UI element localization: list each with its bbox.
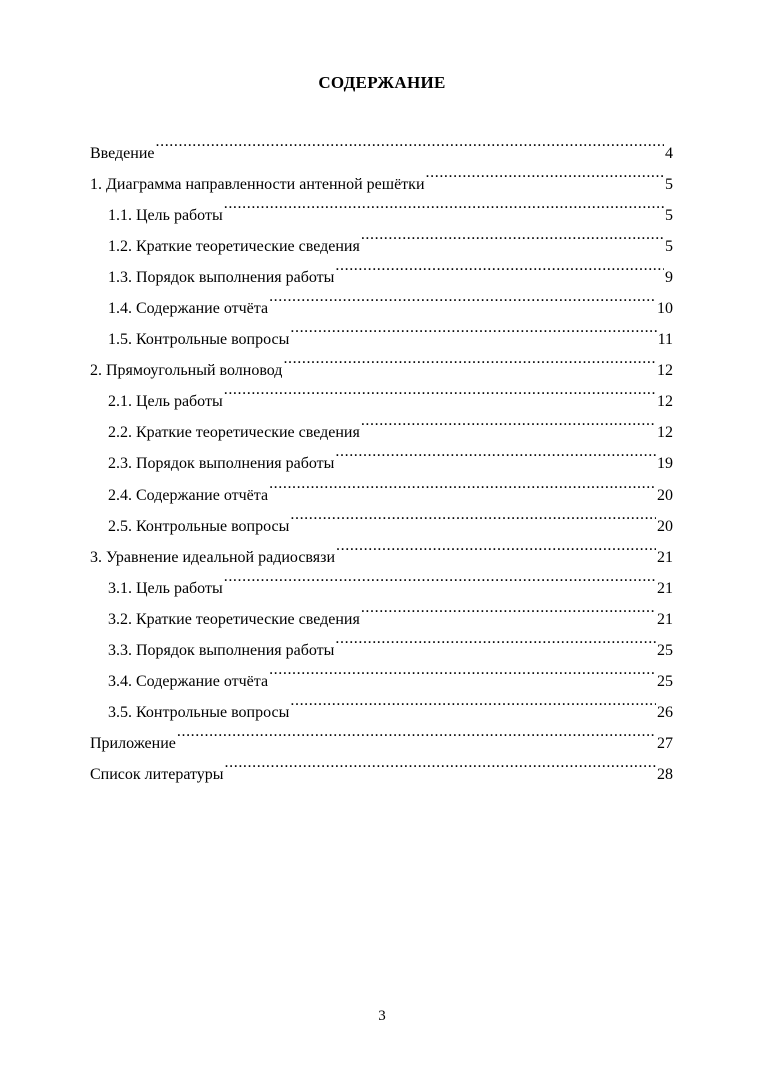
toc-dot-leader — [269, 655, 656, 686]
toc-entry-page: 21 — [657, 579, 673, 597]
toc-dot-leader — [361, 406, 656, 437]
toc-entry-label: 3.4. Содержание отчёта — [108, 672, 269, 690]
toc-entry-page: 11 — [657, 331, 673, 349]
toc-entry-label: 2.1. Цель работы — [108, 393, 223, 411]
toc-dot-leader — [290, 500, 656, 531]
toc-entry-page: 25 — [657, 641, 673, 659]
toc-dot-leader — [426, 158, 664, 189]
toc-entry-page: 12 — [657, 424, 673, 442]
toc-entry[interactable] — [90, 127, 673, 162]
toc-entry-page: 12 — [657, 362, 673, 380]
page-number: 3 — [378, 1008, 386, 1024]
toc-entry[interactable] — [90, 717, 673, 752]
toc-dot-leader — [224, 375, 656, 406]
toc-entry-page: 5 — [665, 238, 673, 256]
toc-dot-leader — [269, 469, 656, 500]
toc-entry-page: 12 — [657, 393, 673, 411]
toc-entry-label: 3.2. Краткие теоретические сведения — [108, 610, 360, 628]
toc-entry-page: 21 — [657, 610, 673, 628]
toc-entry-page: 9 — [665, 269, 673, 287]
toc-entry-label: 1.3. Порядок выполнения работы — [108, 269, 335, 287]
toc-entry-page: 25 — [657, 672, 673, 690]
toc-entry-label: Введение — [90, 145, 155, 162]
toc-entry-label: 1.2. Краткие теоретические сведения — [108, 238, 360, 256]
toc-dot-leader — [224, 562, 656, 593]
toc-entry-label: 1.1. Цель работы — [108, 207, 223, 225]
toc-entry[interactable] — [90, 158, 673, 194]
toc-dot-leader — [269, 282, 656, 313]
toc-entry-label: 2.5. Контрольные вопросы — [108, 517, 290, 535]
table-of-contents — [90, 127, 673, 783]
toc-entry-label: 3.1. Цель работы — [108, 579, 223, 597]
toc-dot-leader — [224, 189, 664, 220]
toc-dot-leader — [361, 220, 664, 251]
toc-entry-page: 21 — [657, 548, 673, 566]
toc-entry-page: 5 — [665, 207, 673, 225]
toc-entry-page: 5 — [665, 176, 673, 194]
toc-entry-label: 3.3. Порядок выполнения работы — [108, 641, 335, 659]
toc-dot-leader — [335, 251, 664, 282]
toc-dot-leader — [290, 313, 656, 344]
toc-entry-label: 2. Прямоугольный волновод — [90, 362, 283, 380]
toc-dot-leader — [335, 624, 656, 655]
toc-entry-page: 20 — [657, 517, 673, 535]
toc-entry-page: 19 — [657, 455, 673, 473]
page-title: СОДЕРЖАНИЕ — [318, 73, 446, 92]
toc-entry-page: 10 — [657, 300, 673, 318]
toc-entry-page: 27 — [657, 734, 673, 752]
toc-dot-leader — [336, 531, 656, 562]
toc-entry-label: 3. Уравнение идеальной радиосвязи — [90, 548, 336, 566]
toc-dot-leader — [225, 748, 656, 779]
toc-entry-label: 1. Диаграмма направленности антенной решётки — [90, 176, 425, 194]
toc-entry-label: 2.3. Порядок выполнения работы — [108, 455, 335, 473]
toc-entry-label: 1.4. Содержание отчёта — [108, 300, 269, 318]
toc-entry-page: 4 — [665, 145, 673, 162]
toc-entry[interactable] — [90, 748, 673, 783]
toc-dot-leader — [177, 717, 656, 748]
toc-dot-leader — [290, 686, 656, 717]
toc-entry-page: 26 — [657, 703, 673, 721]
toc-entry-label: 3.5. Контрольные вопросы — [108, 703, 290, 721]
toc-dot-leader — [156, 127, 665, 158]
toc-entry-label: 2.2. Краткие теоретические сведения — [108, 424, 360, 442]
toc-dot-leader — [283, 344, 656, 375]
toc-dot-leader — [361, 593, 656, 624]
toc-entry-label: Список литературы — [90, 765, 224, 783]
toc-entry-label: 1.5. Контрольные вопросы — [108, 331, 290, 349]
toc-entry-label: Приложение — [90, 734, 176, 752]
toc-entry-page: 20 — [657, 486, 673, 504]
toc-dot-leader — [335, 437, 656, 468]
toc-entry-page: 28 — [657, 765, 673, 783]
toc-entry-label: 2.4. Содержание отчёта — [108, 486, 269, 504]
